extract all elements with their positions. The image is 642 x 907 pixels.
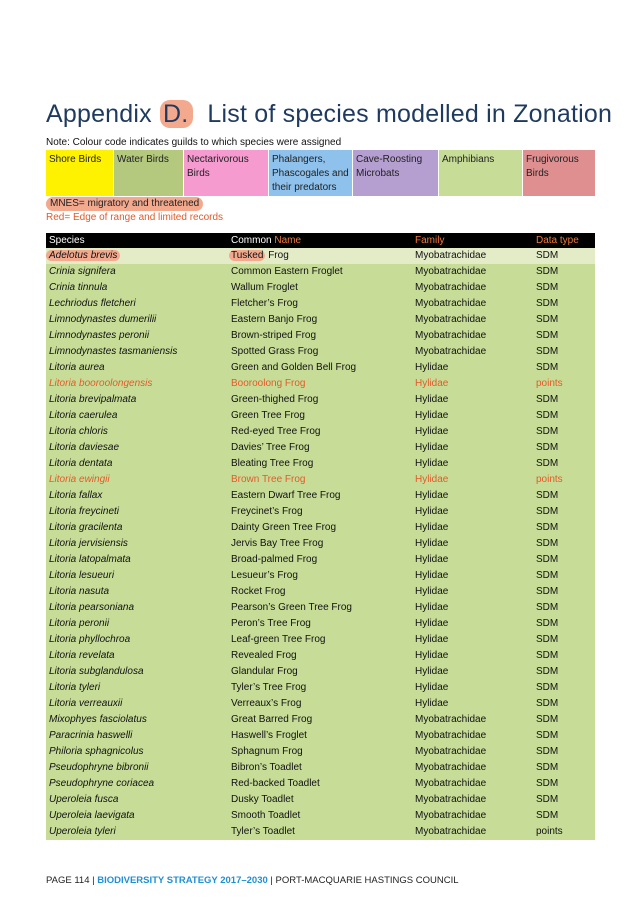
common-name-cell: Bleating Tree Frog — [228, 456, 412, 472]
footer-page: PAGE 114 — [46, 875, 90, 886]
family-cell: Hylidae — [412, 632, 533, 648]
species-cell: Litoria dentata — [46, 456, 228, 472]
common-name-cell: Glandular Frog — [228, 664, 412, 680]
table-row — [46, 328, 595, 344]
species-cell: Litoria phyllochroa — [46, 632, 228, 648]
species-cell: Crinia signifera — [46, 264, 228, 280]
species-cell: Philoria sphagnicolus — [46, 744, 228, 760]
data-type-cell: SDM — [533, 440, 595, 456]
family-cell: Hylidae — [412, 440, 533, 456]
data-type-cell: SDM — [533, 760, 595, 776]
species-cell: Litoria chloris — [46, 424, 228, 440]
common-name-cell: Broad-palmed Frog — [228, 552, 412, 568]
footer-document-title: BIODIVERSITY STRATEGY 2017–2030 — [97, 875, 268, 886]
species-cell: Litoria daviesae — [46, 440, 228, 456]
common-name-cell: Red-eyed Tree Frog — [228, 424, 412, 440]
family-cell: Myobatrachidae — [412, 312, 533, 328]
family-cell: Hylidae — [412, 616, 533, 632]
table-row — [46, 568, 595, 584]
header-family: Family — [412, 233, 533, 248]
family-cell: Myobatrachidae — [412, 344, 533, 360]
species-cell: Litoria nasuta — [46, 584, 228, 600]
legend-phalangers: Phalangers, Phascogales and their predators — [269, 150, 353, 196]
legend-water-birds: Water Birds — [114, 150, 184, 196]
species-cell: Pseudophryne bibronii — [46, 760, 228, 776]
common-name-cell: Pearson’s Green Tree Frog — [228, 600, 412, 616]
data-type-cell: points — [533, 376, 595, 392]
data-type-cell: SDM — [533, 744, 595, 760]
data-type-cell: SDM — [533, 392, 595, 408]
data-type-cell: SDM — [533, 424, 595, 440]
data-type-cell: SDM — [533, 792, 595, 808]
common-name-cell: Lesueur’s Frog — [228, 568, 412, 584]
species-cell: Crinia tinnula — [46, 280, 228, 296]
family-cell: Myobatrachidae — [412, 712, 533, 728]
header-data-type: Data type — [533, 233, 595, 248]
family-cell: Hylidae — [412, 520, 533, 536]
table-row — [46, 360, 595, 376]
species-cell: Litoria brevipalmata — [46, 392, 228, 408]
data-type-cell: SDM — [533, 328, 595, 344]
table-row — [46, 728, 595, 744]
family-cell: Myobatrachidae — [412, 776, 533, 792]
species-cell: Litoria aurea — [46, 360, 228, 376]
family-cell: Hylidae — [412, 376, 533, 392]
common-name-cell: Eastern Banjo Frog — [228, 312, 412, 328]
species-cell: Litoria verreauxii — [46, 696, 228, 712]
species-cell: Litoria peronii — [46, 616, 228, 632]
table-row — [46, 808, 595, 824]
common-name-cell: Peron’s Tree Frog — [228, 616, 412, 632]
guild-legend — [46, 150, 596, 196]
common-name-cell: Dusky Toadlet — [228, 792, 412, 808]
common-name-cell: Brown-striped Frog — [228, 328, 412, 344]
common-name-cell: Sphagnum Frog — [228, 744, 412, 760]
table-row — [46, 296, 595, 312]
table-row — [46, 472, 595, 488]
family-cell: Hylidae — [412, 568, 533, 584]
common-name-cell: Fletcher’s Frog — [228, 296, 412, 312]
table-row — [46, 648, 595, 664]
species-cell: Litoria pearsoniana — [46, 600, 228, 616]
common-name-cell: Brown Tree Frog — [228, 472, 412, 488]
family-cell: Myobatrachidae — [412, 792, 533, 808]
legend-note: Note: Colour code indicates guilds to which species were assigned — [46, 137, 342, 148]
footer-council: PORT-MACQUARIE HASTINGS COUNCIL — [275, 875, 459, 886]
data-type-cell: SDM — [533, 456, 595, 472]
data-type-cell: SDM — [533, 664, 595, 680]
common-name-cell: Rocket Frog — [228, 584, 412, 600]
family-cell: Myobatrachidae — [412, 744, 533, 760]
table-row — [46, 488, 595, 504]
table-row — [46, 520, 595, 536]
data-type-cell: SDM — [533, 776, 595, 792]
data-type-cell: SDM — [533, 616, 595, 632]
common-name-cell: Spotted Grass Frog — [228, 344, 412, 360]
species-cell: Adelotus brevis — [46, 248, 228, 264]
species-cell: Litoria booroolongensis — [46, 376, 228, 392]
family-cell: Myobatrachidae — [412, 248, 533, 264]
table-row — [46, 712, 595, 728]
data-type-cell: SDM — [533, 712, 595, 728]
common-name-cell: Tyler’s Toadlet — [228, 824, 412, 840]
species-cell: Litoria jervisiensis — [46, 536, 228, 552]
table-row — [46, 280, 595, 296]
table-row — [46, 344, 595, 360]
family-cell: Myobatrachidae — [412, 728, 533, 744]
table-row — [46, 760, 595, 776]
common-name-cell: Eastern Dwarf Tree Frog — [228, 488, 412, 504]
species-table — [46, 233, 595, 840]
common-name-cell: Green Tree Frog — [228, 408, 412, 424]
common-name-cell: Tyler’s Tree Frog — [228, 680, 412, 696]
table-row — [46, 408, 595, 424]
legend-shore-birds: Shore Birds — [46, 150, 114, 196]
data-type-cell: SDM — [533, 584, 595, 600]
family-cell: Hylidae — [412, 648, 533, 664]
common-name-cell: Verreaux’s Frog — [228, 696, 412, 712]
data-type-cell: SDM — [533, 600, 595, 616]
common-name-cell: Haswell’s Froglet — [228, 728, 412, 744]
species-cell: Litoria gracilenta — [46, 520, 228, 536]
family-cell: Myobatrachidae — [412, 296, 533, 312]
data-type-cell: SDM — [533, 632, 595, 648]
family-cell: Myobatrachidae — [412, 760, 533, 776]
table-row — [46, 680, 595, 696]
data-type-cell: SDM — [533, 312, 595, 328]
data-type-cell: SDM — [533, 808, 595, 824]
common-name-cell: Tusked Frog — [228, 248, 412, 264]
common-name-cell: Smooth Toadlet — [228, 808, 412, 824]
legend-amphibians: Amphibians — [439, 150, 523, 196]
species-cell: Uperoleia fusca — [46, 792, 228, 808]
page-title — [46, 100, 612, 129]
species-cell: Litoria latopalmata — [46, 552, 228, 568]
family-cell: Hylidae — [412, 392, 533, 408]
family-cell: Hylidae — [412, 472, 533, 488]
table-row — [46, 616, 595, 632]
common-name-cell: Revealed Frog — [228, 648, 412, 664]
header-species: Species — [46, 233, 228, 248]
table-row — [46, 456, 595, 472]
family-cell: Myobatrachidae — [412, 824, 533, 840]
family-cell: Hylidae — [412, 488, 533, 504]
species-cell: Litoria subglandulosa — [46, 664, 228, 680]
table-row — [46, 744, 595, 760]
title-rest: List of species modelled in Zonation — [207, 100, 613, 128]
common-name-cell: Dainty Green Tree Frog — [228, 520, 412, 536]
data-type-cell: SDM — [533, 408, 595, 424]
family-cell: Hylidae — [412, 456, 533, 472]
data-type-cell: SDM — [533, 248, 595, 264]
family-cell: Hylidae — [412, 664, 533, 680]
table-header-row — [46, 233, 595, 248]
data-type-cell: SDM — [533, 536, 595, 552]
common-name-cell: Red-backed Toadlet — [228, 776, 412, 792]
table-row — [46, 792, 595, 808]
table-row — [46, 248, 595, 264]
species-cell: Mixophyes fasciolatus — [46, 712, 228, 728]
species-cell: Litoria tyleri — [46, 680, 228, 696]
table-row — [46, 264, 595, 280]
title-prefix: Appendix — [46, 100, 159, 128]
family-cell: Myobatrachidae — [412, 264, 533, 280]
common-name-cell: Great Barred Frog — [228, 712, 412, 728]
species-cell: Litoria revelata — [46, 648, 228, 664]
species-cell: Paracrinia haswelli — [46, 728, 228, 744]
species-cell: Limnodynastes tasmaniensis — [46, 344, 228, 360]
species-cell: Litoria caerulea — [46, 408, 228, 424]
species-cell: Litoria freycineti — [46, 504, 228, 520]
family-cell: Myobatrachidae — [412, 280, 533, 296]
red-note: Red= Edge of range and limited records — [46, 212, 224, 223]
common-name-cell: Jervis Bay Tree Frog — [228, 536, 412, 552]
data-type-cell: SDM — [533, 680, 595, 696]
legend-frugivorous-birds: Frugivorous Birds — [523, 150, 596, 196]
common-name-cell: Davies’ Tree Frog — [228, 440, 412, 456]
data-type-cell: SDM — [533, 360, 595, 376]
table-row — [46, 776, 595, 792]
table-row — [46, 392, 595, 408]
species-cell: Lechriodus fletcheri — [46, 296, 228, 312]
family-cell: Hylidae — [412, 504, 533, 520]
header-common-name: Common Name — [228, 233, 412, 248]
common-name-cell: Leaf-green Tree Frog — [228, 632, 412, 648]
family-cell: Hylidae — [412, 360, 533, 376]
data-type-cell: SDM — [533, 280, 595, 296]
table-row — [46, 424, 595, 440]
species-cell: Litoria ewingii — [46, 472, 228, 488]
family-cell: Hylidae — [412, 536, 533, 552]
table-row — [46, 376, 595, 392]
data-type-cell: SDM — [533, 488, 595, 504]
common-name-cell: Green-thighed Frog — [228, 392, 412, 408]
species-cell: Uperoleia tyleri — [46, 824, 228, 840]
table-row — [46, 632, 595, 648]
species-cell: Pseudophryne coriacea — [46, 776, 228, 792]
family-cell: Hylidae — [412, 600, 533, 616]
family-cell: Hylidae — [412, 696, 533, 712]
species-cell: Litoria lesueuri — [46, 568, 228, 584]
common-name-cell: Wallum Froglet — [228, 280, 412, 296]
family-cell: Myobatrachidae — [412, 808, 533, 824]
family-cell: Myobatrachidae — [412, 328, 533, 344]
table-row — [46, 584, 595, 600]
family-cell: Hylidae — [412, 408, 533, 424]
family-cell: Hylidae — [412, 680, 533, 696]
data-type-cell: SDM — [533, 568, 595, 584]
common-name-cell: Bibron’s Toadlet — [228, 760, 412, 776]
table-row — [46, 440, 595, 456]
legend-nectarivorous-birds: Nectarivorous Birds — [184, 150, 269, 196]
common-name-cell: Green and Golden Bell Frog — [228, 360, 412, 376]
data-type-cell: SDM — [533, 696, 595, 712]
species-cell: Litoria fallax — [46, 488, 228, 504]
legend-cave-roosting-microbats: Cave-Roosting Microbats — [353, 150, 439, 196]
data-type-cell: SDM — [533, 504, 595, 520]
species-cell: Limnodynastes peronii — [46, 328, 228, 344]
table-row — [46, 536, 595, 552]
title-letter-highlight: D. — [160, 100, 193, 128]
table-row — [46, 664, 595, 680]
family-cell: Hylidae — [412, 584, 533, 600]
common-name-cell: Common Eastern Froglet — [228, 264, 412, 280]
mnes-note: MNES= migratory and threatened — [46, 197, 203, 211]
data-type-cell: SDM — [533, 296, 595, 312]
data-type-cell: points — [533, 472, 595, 488]
table-row — [46, 696, 595, 712]
table-row — [46, 504, 595, 520]
data-type-cell: SDM — [533, 648, 595, 664]
species-cell: Uperoleia laevigata — [46, 808, 228, 824]
data-type-cell: points — [533, 824, 595, 840]
species-cell: Limnodynastes dumerilii — [46, 312, 228, 328]
data-type-cell: SDM — [533, 520, 595, 536]
family-cell: Hylidae — [412, 424, 533, 440]
data-type-cell: SDM — [533, 264, 595, 280]
common-name-cell: Freycinet’s Frog — [228, 504, 412, 520]
data-type-cell: SDM — [533, 728, 595, 744]
family-cell: Hylidae — [412, 552, 533, 568]
common-name-cell: Booroolong Frog — [228, 376, 412, 392]
data-type-cell: SDM — [533, 344, 595, 360]
table-row — [46, 312, 595, 328]
table-row — [46, 600, 595, 616]
table-row — [46, 552, 595, 568]
data-type-cell: SDM — [533, 552, 595, 568]
table-row — [46, 824, 595, 840]
page-footer: PAGE 114 | BIODIVERSITY STRATEGY 2017–2030 | PORT-MACQUARIE HASTINGS COUNCIL — [46, 875, 459, 886]
